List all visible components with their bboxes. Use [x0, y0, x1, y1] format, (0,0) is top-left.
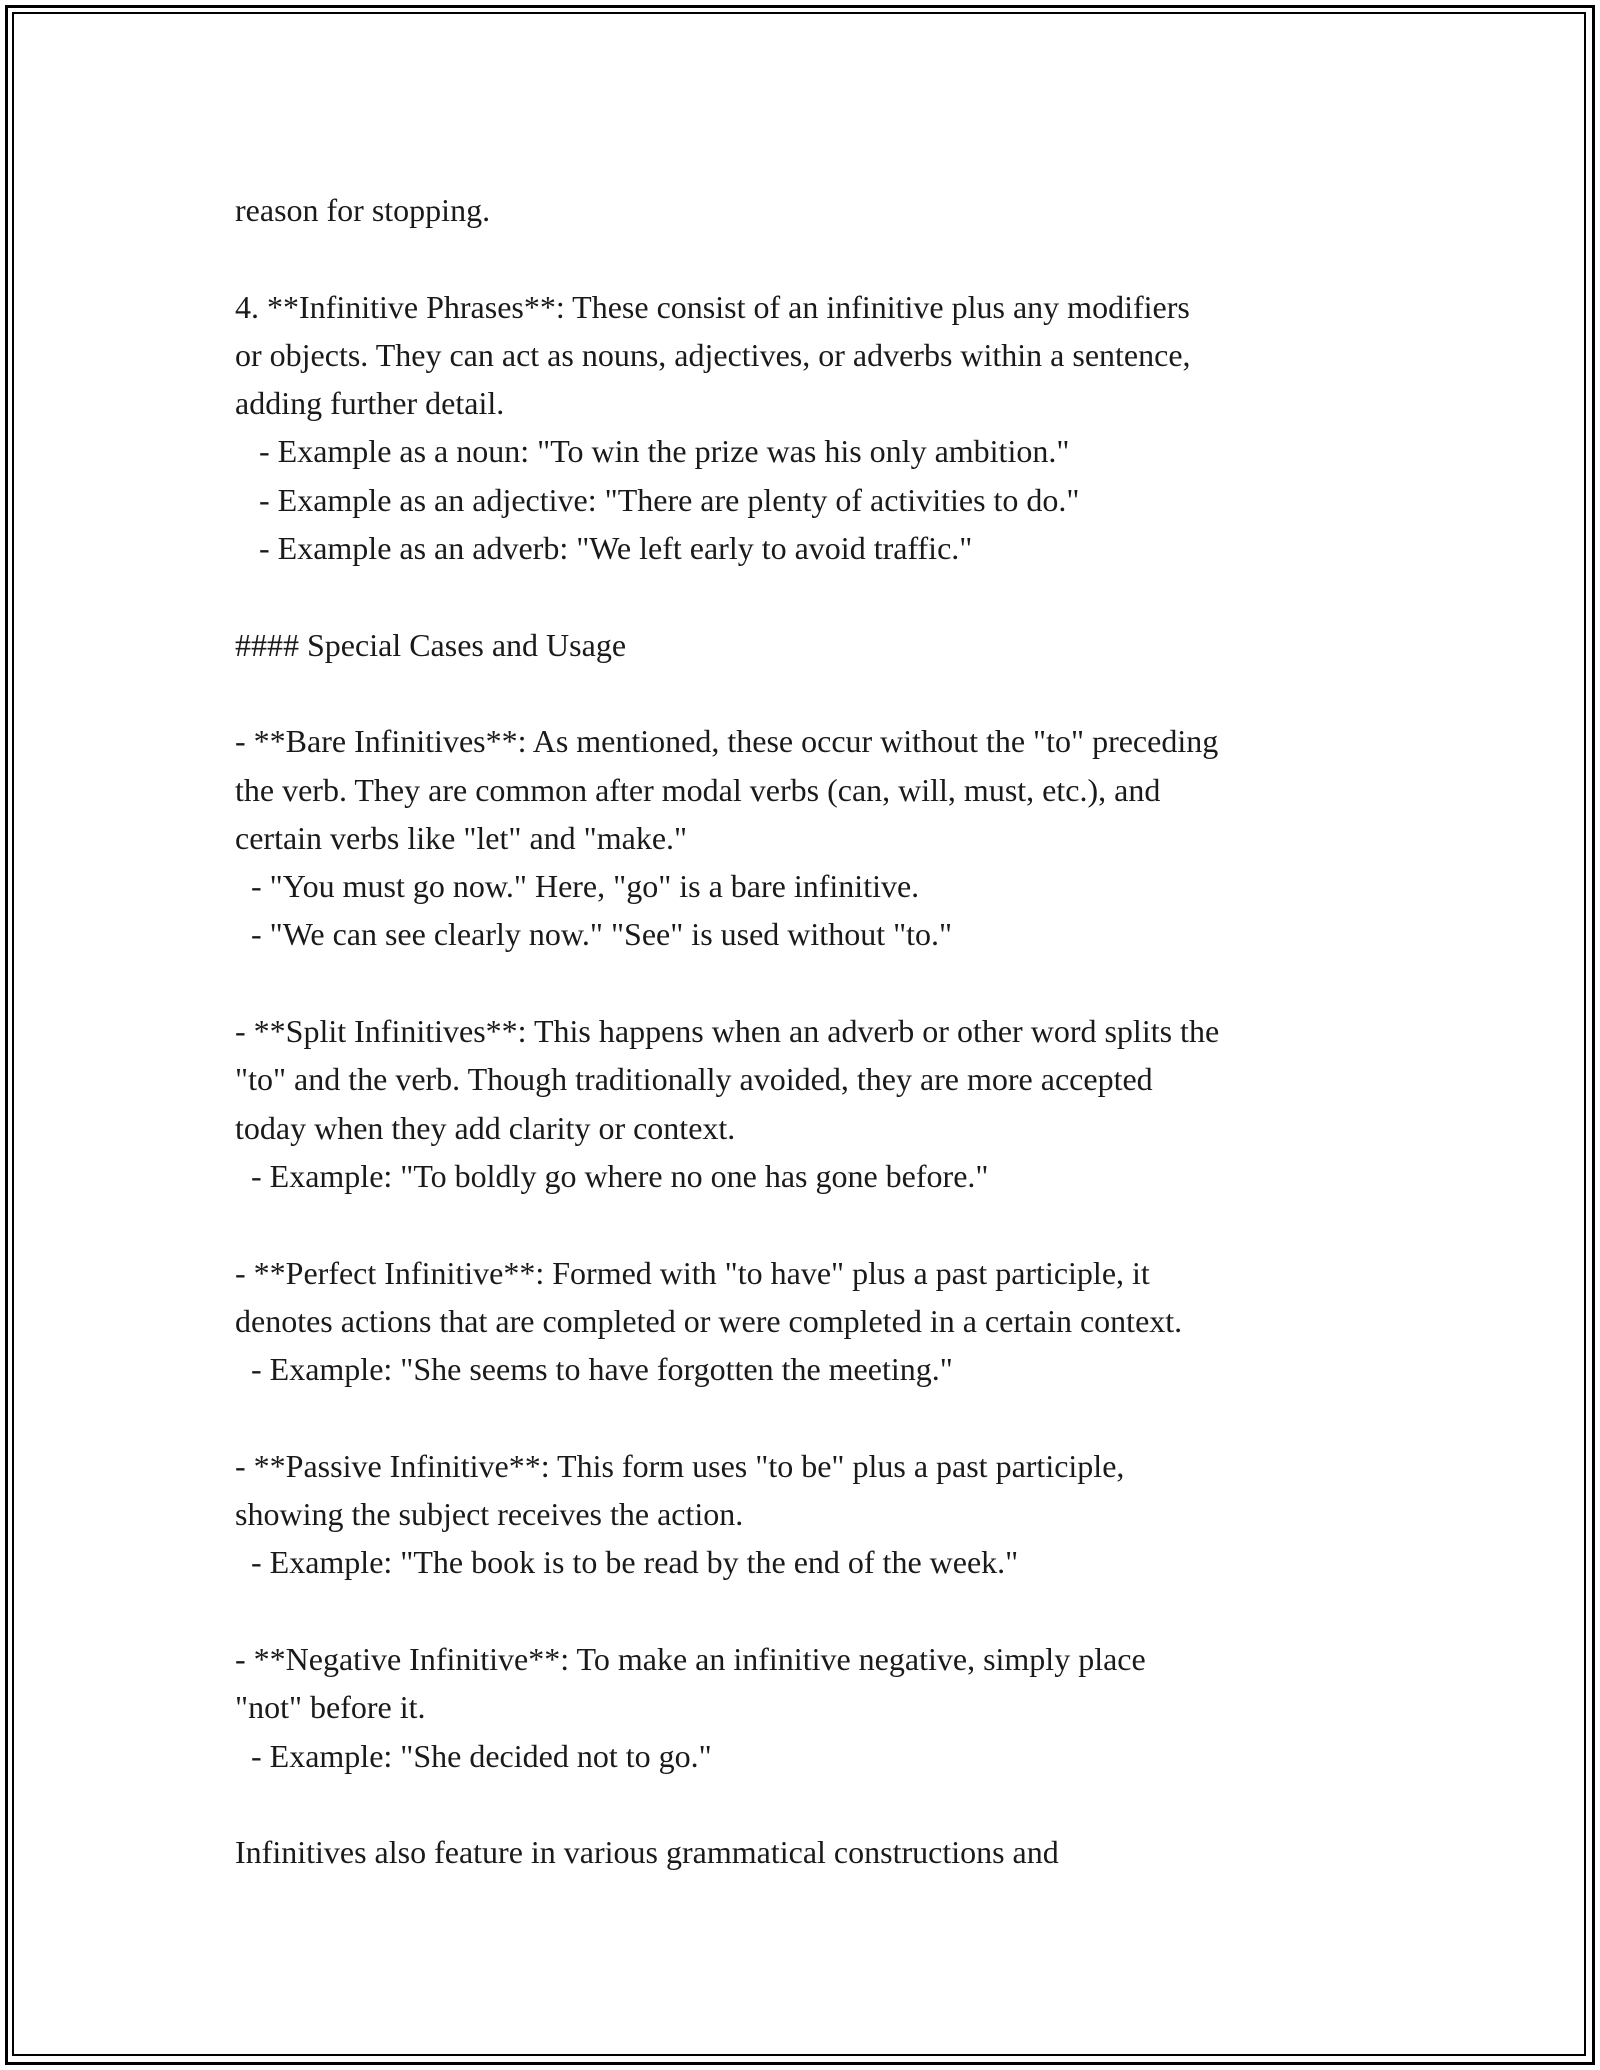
document-body — [235, 186, 1435, 1876]
text-line: - **Bare Infinitives**: As mentioned, these occur without the "to" preceding — [235, 723, 1219, 760]
text-line: the verb. They are common after modal verbs (can, will, must, etc.), and — [235, 771, 1161, 808]
text-line: - **Negative Infinitive**: To make an infinitive negative, simply place — [235, 1640, 1146, 1677]
text-line: - Example: "She seems to have forgotten the meeting." — [235, 1351, 953, 1388]
blank-line — [235, 234, 1435, 282]
text-line: today when they add clarity or context. — [235, 1109, 736, 1146]
text-line: - Example: "The book is to be read by the end of the week." — [235, 1544, 1019, 1581]
text-line: - **Passive Infinitive**: This form uses "to be" plus a past participle, — [235, 1447, 1125, 1484]
text-line: certain verbs like "let" and "make." — [235, 819, 688, 856]
text-line: adding further detail. — [235, 385, 505, 422]
text-line: 4. **Infinitive Phrases**: These consist of an infinitive plus any modifiers — [235, 288, 1190, 325]
text-line: - Example as an adverb: "We left early to avoid traffic." — [235, 530, 973, 567]
text-line: denotes actions that are completed or were completed in a certain context. — [235, 1302, 1183, 1339]
text-line: - Example as a noun: "To win the prize was his only ambition." — [235, 433, 1070, 470]
text-line: showing the subject receives the action. — [235, 1496, 744, 1533]
text-line: or objects. They can act as nouns, adjectives, or adverbs within a sentence, — [235, 336, 1191, 373]
text-line: #### Special Cases and Usage — [235, 626, 627, 663]
text-line: - **Split Infinitives**: This happens when an adverb or other word splits the — [235, 1013, 1220, 1050]
text-line: reason for stopping. — [235, 192, 491, 228]
blank-line — [235, 1587, 1435, 1635]
text-line: - Example as an adjective: "There are plenty of activities to do." — [235, 481, 1080, 518]
text-line: "to" and the verb. Though traditionally avoided, they are more accepted — [235, 1061, 1153, 1098]
text-line: - Example: "To boldly go where no one has gone before." — [235, 1157, 989, 1194]
text-line: - **Perfect Infinitive**: Formed with "to have" plus a past participle, it — [235, 1254, 1150, 1291]
text-line: - "You must go now." Here, "go" is a bare infinitive. — [235, 868, 920, 905]
blank-line — [235, 1200, 1435, 1248]
blank-line — [235, 669, 1435, 717]
blank-line — [235, 959, 1435, 1007]
blank-line — [235, 1780, 1435, 1828]
text-line: Infinitives also feature in various grammatical constructions and — [235, 1834, 1059, 1871]
text-line: - Example: "She decided not to go." — [235, 1737, 712, 1774]
text-line: - "We can see clearly now." "See" is used without "to." — [235, 916, 953, 953]
text-line: "not" before it. — [235, 1689, 426, 1726]
blank-line — [235, 572, 1435, 620]
blank-line — [235, 1393, 1435, 1441]
